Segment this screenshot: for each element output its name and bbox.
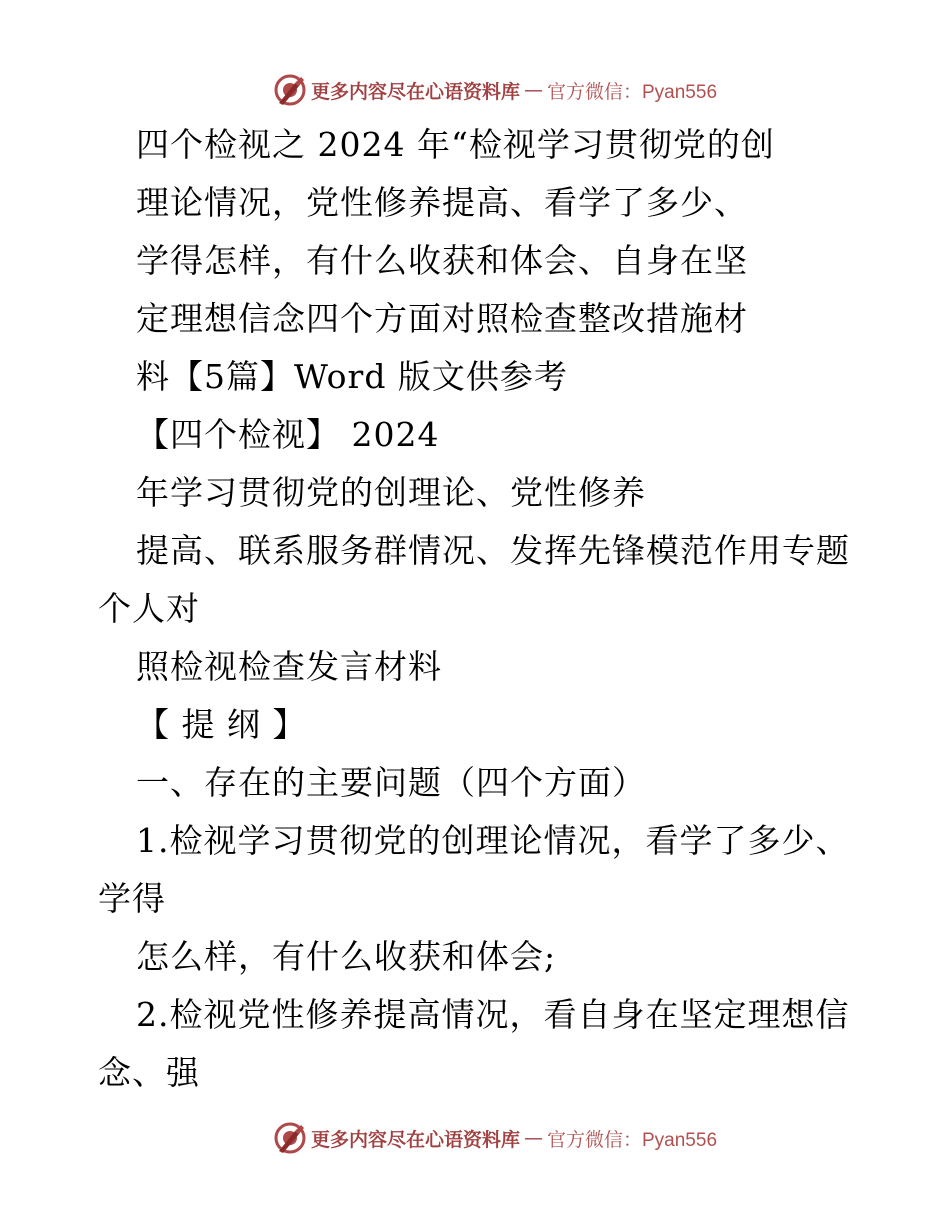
body-line: 一、存在的主要问题（四个方面）: [136, 763, 646, 802]
body-line: 学得: [98, 879, 166, 918]
pen-logo-icon: [273, 1121, 307, 1155]
header-banner-inner: [273, 73, 717, 107]
body-line: 【四个检视】 2024: [136, 415, 440, 454]
footer-site-text: 更多内容尽在心语资料库: [310, 1128, 520, 1151]
body-line: 年学习贯彻党的创理论、党性修养: [136, 473, 646, 512]
document-body: [98, 116, 858, 1102]
body-line: 2.检视党性修养提高情况，看自身在坚定理想信: [136, 995, 850, 1034]
header-contact: 官方微信：Pyan556: [547, 81, 718, 103]
body-line: 【 提 纲 】: [136, 705, 307, 744]
body-line: 提高、联系服务群情况、发挥先锋模范作用专题: [136, 531, 850, 570]
body-line: 个人对: [98, 589, 200, 628]
footer-banner-inner: [273, 1121, 717, 1155]
body-line: 定理想信念四个方面对照检查整改措施材: [136, 299, 748, 338]
body-line: 理论情况，党性修养提高、看学了多少、: [136, 183, 748, 222]
footer-contact: 官方微信：Pyan556: [547, 1129, 718, 1151]
body-line: 念、强: [98, 1053, 200, 1092]
body-line: 照检视检查发言材料: [136, 647, 442, 686]
footer-banner: [0, 1118, 950, 1158]
body-line: 料【5篇】Word 版文供参考: [136, 357, 568, 396]
body-line: 1.检视学习贯彻党的创理论情况，看学了多少、: [136, 821, 850, 860]
header-separator: —: [524, 79, 543, 101]
body-line: 学得怎样，有什么收获和体会、自身在坚: [136, 241, 748, 280]
footer-separator: —: [524, 1127, 543, 1149]
body-line: 怎么样，有什么收获和体会;: [136, 937, 557, 976]
body-line: 四个检视之 2024 年“检视学习贯彻党的创: [136, 125, 775, 164]
header-site-text: 更多内容尽在心语资料库: [310, 80, 520, 103]
pen-logo-icon: [273, 73, 307, 107]
header-banner: [0, 70, 950, 110]
